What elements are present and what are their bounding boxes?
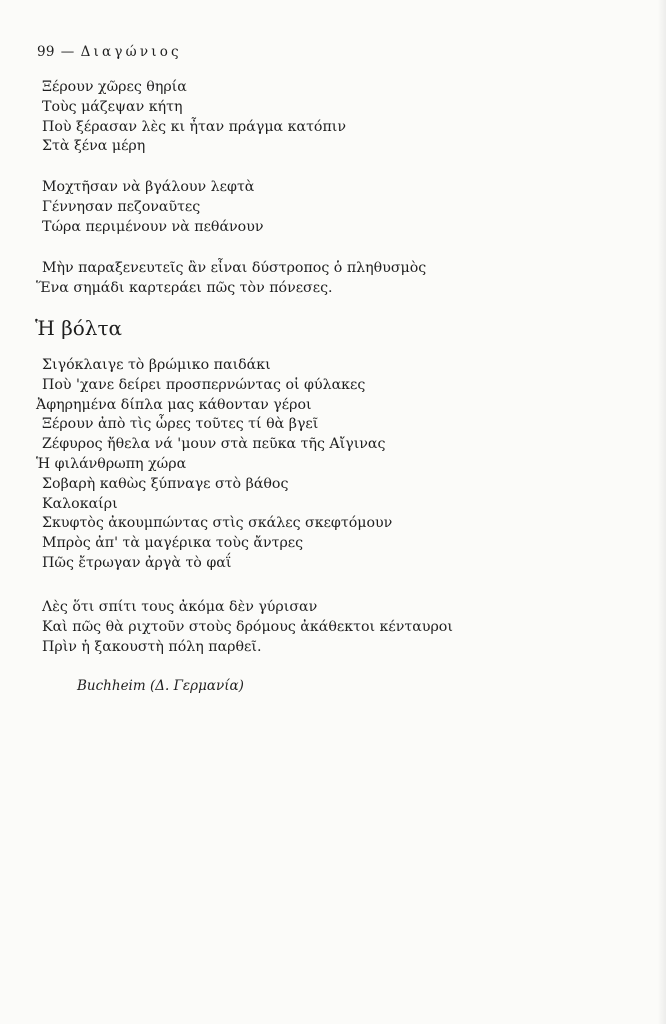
verse-line: Μὴν παραξενευτεῖς ἂν εἶναι δύστροπος ὁ πληθυσμὸς	[42, 260, 427, 276]
verse-line: Πρὶν ἡ ξακουστὴ πόλη παρθεῖ.	[42, 638, 262, 655]
verse-line: Ἡ φιλάνθρωπη χώρα	[36, 455, 187, 472]
page-edge-shadow	[658, 0, 666, 1024]
poem-title: Ἡ βόλτα	[35, 316, 123, 340]
verse-line: Λὲς ὅτι σπίτι τους ἀκόμα δὲν γύρισαν	[42, 599, 318, 615]
verse-line: Καὶ πῶς θὰ ριχτοῦν στοὺς δρόμους ἀκάθεκτοι κένταυροι	[42, 618, 453, 635]
page-number: 99	[37, 44, 55, 60]
verse-line: Γέννησαν πεζοναῦτες	[42, 198, 201, 215]
verse-line: Στὰ ξένα μέρη	[42, 138, 146, 155]
verse-line: Ξέρουν ἀπὸ τὶς ὧρες τοῦτες τί θὰ βγεῖ	[42, 416, 319, 433]
verse-line: Σιγόκλαιγε τὸ βρώμικο παιδάκι	[42, 357, 271, 373]
poem2-stanza-1	[36, 356, 392, 574]
poem1-stanza-1	[42, 78, 346, 157]
verse-line: Ἕνα σημάδι καρτεράει πῶς τὸν πόνεσες.	[36, 279, 333, 296]
verse-line: Ποὺ ξέρασαν λὲς κι ἦταν πράγμα κατόπιν	[42, 118, 346, 135]
verse-line: Ποὺ 'χανε δείρει προσπερνώντας οἱ φύλακες	[42, 376, 366, 393]
verse-line: Τοὺς μάζεψαν κήτη	[42, 98, 183, 115]
verse-line: Ἀφηρημένα δίπλα μας κάθονταν γέροι	[36, 396, 312, 413]
verse-line: Τώρα περιμένουν νὰ πεθάνουν	[42, 218, 264, 235]
header-dash: —	[60, 44, 75, 60]
verse-line: Καλοκαίρι	[42, 495, 118, 512]
verse-line: Ζέφυρος ἤθελα νά 'μουν στὰ πεῦκα τῆς Αἴγινας	[42, 436, 386, 453]
poem2-stanza-2	[42, 598, 453, 657]
poem1-stanza-2	[42, 178, 263, 237]
verse-line: Μοχτῆσαν νὰ βγάλουν λεφτὰ	[42, 179, 255, 195]
verse-line: Πῶς ἔτρωγαν ἀργὰ τὸ φαΐ	[42, 554, 232, 571]
author-signature: Buchheim (Δ. Γερμανία)	[77, 678, 244, 694]
poem1-stanza-3	[36, 259, 426, 299]
verse-line: Μπρὸς ἀπ' τὰ μαγέρικα τοὺς ἄντρες	[42, 535, 304, 552]
journal-title: Διαγώνιος	[80, 44, 182, 60]
verse-line: Σκυφτὸς ἀκουμπώντας στὶς σκάλες σκεφτόμουν	[42, 515, 393, 532]
running-header	[37, 44, 182, 60]
verse-line: Ξέρουν χῶρες θηρία	[42, 79, 187, 95]
verse-line: Σοβαρὴ καθὼς ξύπναγε στὸ βάθος	[42, 475, 289, 492]
